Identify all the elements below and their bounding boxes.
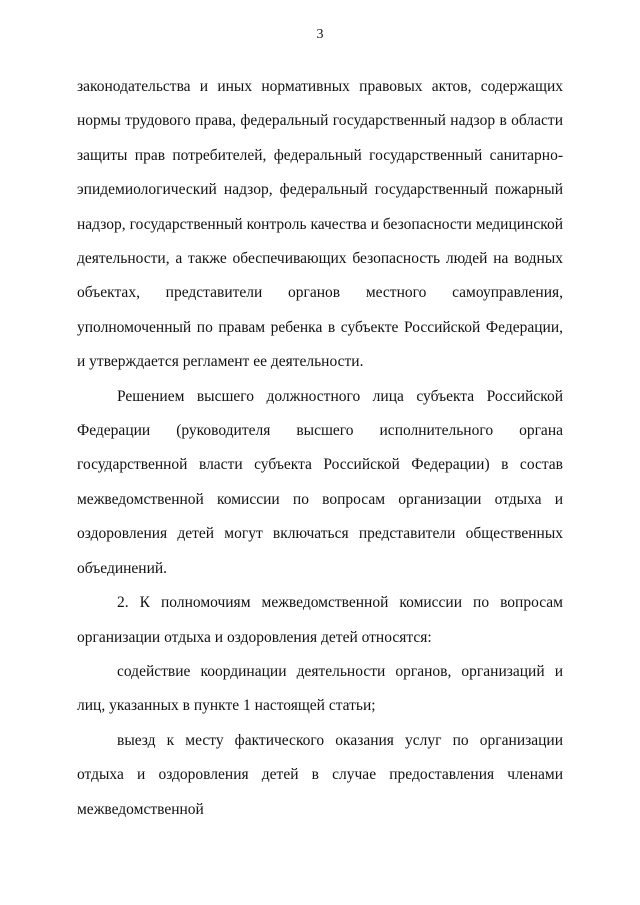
paragraph-5: выезд к месту фактического оказания услуг по организации отдыха и оздоровления детей в случае предоставления членами межведомственной (77, 731, 563, 818)
page-number: 3 (316, 27, 324, 42)
document-body (77, 70, 563, 827)
paragraph-2: Решением высшего должностного лица субъекта Российской Федерации (руководителя высшего исполнительного органа государственной власти субъекта Российской Федерации) в состав межведомственной комиссии по вопросам организации отдыха и оздоровления детей могут включаться представители общественных объединений. (77, 387, 563, 577)
paragraph-4: содействие координации деятельности органов, организаций и лиц, указанных в пункте 1 настоящей статьи; (77, 662, 563, 715)
paragraph-1: законодательства и иных нормативных правовых актов, содержащих нормы трудового права, федеральный государственный надзор в области защиты прав потребителей, федеральный государственный санитарно-эпидемиологический надзор, федеральный государственный пожарный надзор, государственный контроль качества и безопасности медицинской деятельности, а также обеспечивающих безопасность людей на водных объектах, представители органов местного самоуправления, уполномоченный по правам ребенка в субъекте Российской Федерации, и утверждается регламент ее деятельности. (77, 78, 563, 371)
paragraph-3: 2. К полномочиям межведомственной комиссии по вопросам организации отдыха и оздоровления детей относятся: (77, 594, 563, 646)
